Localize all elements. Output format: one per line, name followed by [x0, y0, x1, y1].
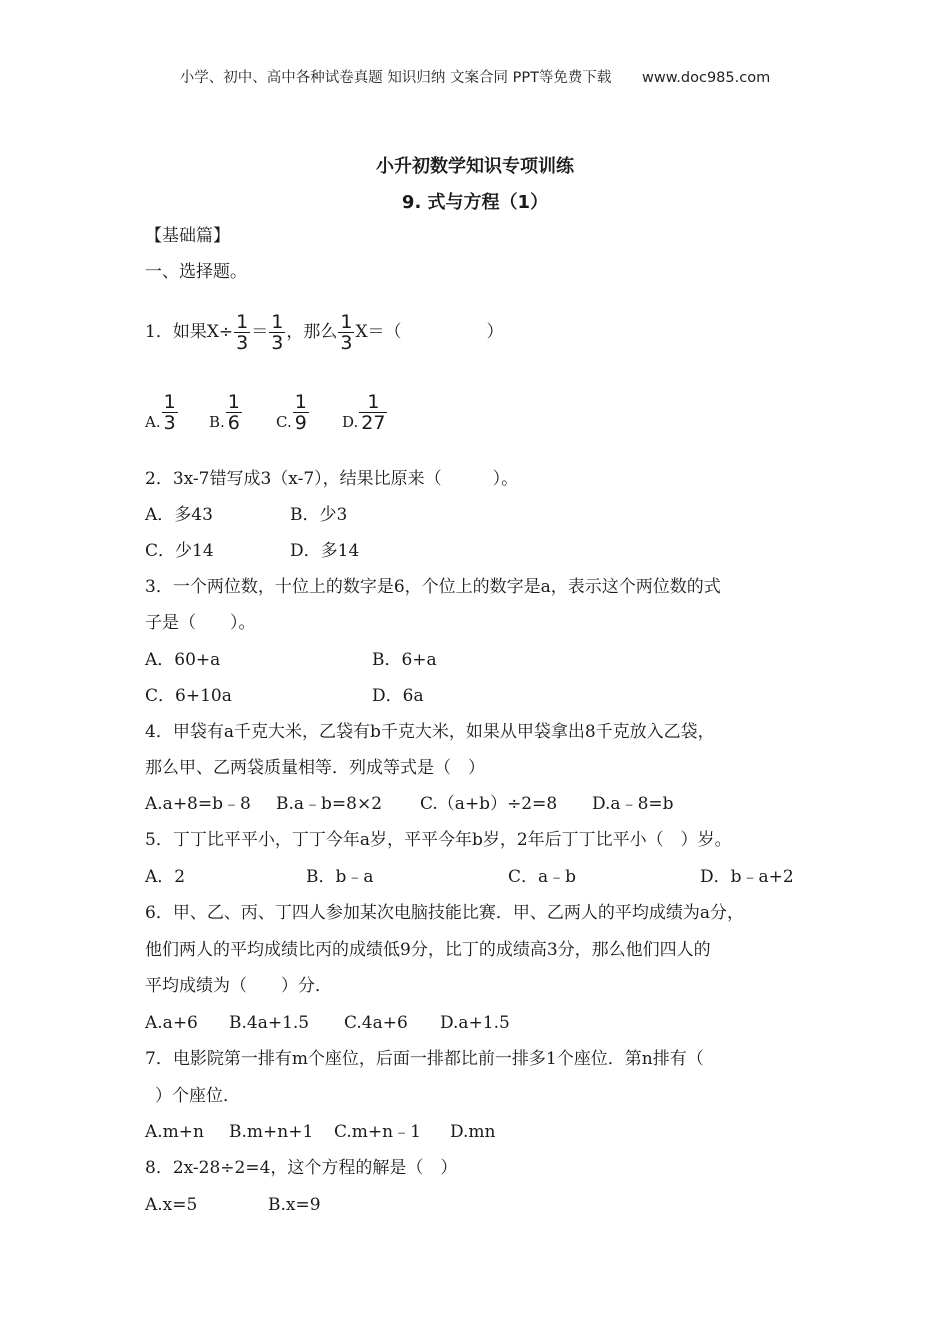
option-c[interactable]: C. $\frac{1}{9}$ [276, 391, 307, 434]
option-b[interactable]: B. $\frac{1}{6}$ [209, 391, 240, 434]
option-b[interactable]: B．6+a [372, 650, 437, 670]
fraction: $\frac{1}{3}$ [271, 311, 284, 354]
question-6-stem-cont: 平均成绩为（ ）分． [145, 976, 332, 996]
question-7-stem: 7．电影院第一排有m个座位，后面一排都比前一排多1个座位．第n排有（ [145, 1049, 704, 1069]
question-1-stem: 1．如果X÷ $\frac{1}{3}$ ＝ $\frac{1}{3}$ ，那么 $\frac{1}{3}$ X＝（ ） [145, 311, 504, 354]
question-3-stem: 3．一个两位数，十位上的数字是6，个位上的数字是a，表示这个两位数的式 [145, 577, 721, 597]
question-5-stem: 5．丁丁比平平小，丁丁今年a岁，平平今年b岁，2年后丁丁比平小（ ）岁。 [145, 830, 732, 850]
option-a[interactable]: A.a+8=b﹣8 [145, 794, 251, 814]
option-c[interactable]: C．a﹣b [508, 867, 577, 887]
question-6-stem-cont: 他们两人的平均成绩比丙的成绩低9分，比丁的成绩高3分，那么他们四人的 [145, 940, 711, 960]
page-title: 小升初数学知识专项训练 [376, 156, 574, 177]
option-d[interactable]: D. $\frac{1}{27}$ [342, 391, 386, 434]
part-heading: 一、选择题。 [145, 262, 247, 282]
option-a[interactable]: A.x=5 [145, 1195, 198, 1215]
option-a[interactable]: A．2 [145, 867, 186, 887]
option-b[interactable]: B.m+n+1 [229, 1122, 314, 1142]
option-d[interactable]: D．6a [372, 686, 424, 706]
question-8-stem: 8．2x-28÷2=4，这个方程的解是（ ） [145, 1158, 458, 1178]
fraction: $\frac{1}{3}$ [236, 311, 249, 354]
option-a[interactable]: A．多43 [145, 505, 213, 525]
section-heading: 【基础篇】 [145, 226, 230, 246]
question-2-stem: 2．3x-7错写成3（x-7），结果比原来（ ）。 [145, 469, 519, 489]
option-d[interactable]: D.mn [450, 1122, 496, 1142]
question-3-stem-cont: 子是（ ）。 [145, 613, 256, 633]
option-c[interactable]: C.（a+b）÷2=8 [420, 794, 558, 814]
option-b[interactable]: B．b﹣a [306, 867, 374, 887]
option-a[interactable]: A.m+n [145, 1122, 204, 1142]
option-b[interactable]: B.a﹣b=8×2 [276, 794, 383, 814]
option-d[interactable]: D.a﹣8=b [592, 794, 674, 814]
option-a[interactable]: A. $\frac{1}{3}$ [145, 391, 176, 434]
option-c[interactable]: C.m+n﹣1 [334, 1122, 421, 1142]
question-6-stem: 6．甲、乙、丙、丁四人参加某次电脑技能比赛．甲、乙两人的平均成绩为a分， [145, 903, 744, 923]
question-4-stem-cont: 那么甲、乙两袋质量相等．列成等式是（ ） [145, 758, 485, 778]
option-d[interactable]: D.a+1.5 [440, 1013, 510, 1033]
option-d[interactable]: D．多14 [290, 541, 360, 561]
option-b[interactable]: B.4a+1.5 [229, 1013, 310, 1033]
option-d[interactable]: D．b﹣a+2 [700, 867, 794, 887]
option-c[interactable]: C．少14 [145, 541, 214, 561]
option-c[interactable]: C.4a+6 [344, 1013, 408, 1033]
option-b[interactable]: B．少3 [290, 505, 348, 525]
header-site-link[interactable]: www.doc985.com [642, 70, 771, 86]
option-b[interactable]: B.x=9 [268, 1195, 321, 1215]
question-7-stem-cont: ）个座位． [155, 1086, 240, 1106]
question-4-stem: 4．甲袋有a千克大米，乙袋有b千克大米，如果从甲袋拿出8千克放入乙袋， [145, 722, 715, 742]
option-a[interactable]: A．60+a [145, 650, 221, 670]
fraction: $\frac{1}{3}$ [340, 311, 353, 354]
page-subtitle: 9. 式与方程（1） [401, 192, 549, 213]
page-header [0, 66, 950, 87]
option-c[interactable]: C．6+10a [145, 686, 232, 706]
option-a[interactable]: A.a+6 [145, 1013, 198, 1033]
header-text: 小学、初中、高中各种试卷真题 知识归纳 文案合同 PPT等免费下载 [179, 70, 612, 86]
